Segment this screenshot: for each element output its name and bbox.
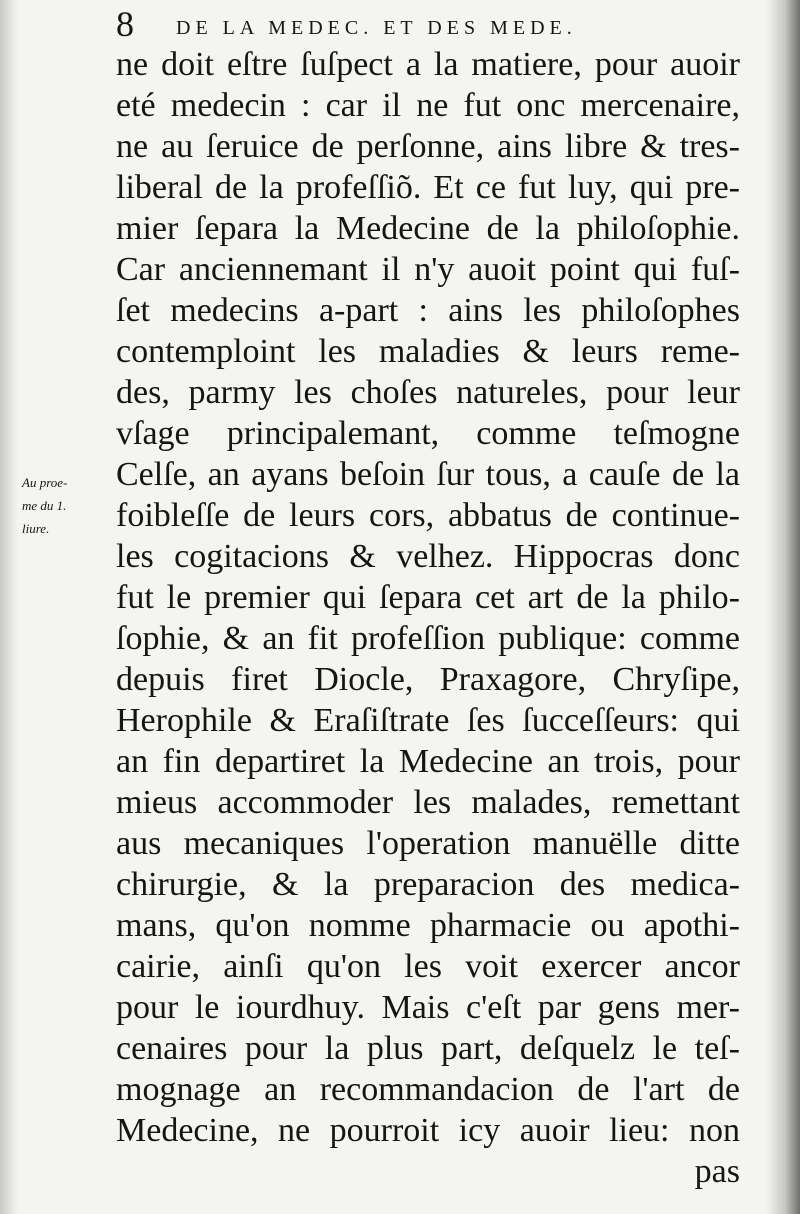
text-line: pour le iourdhuy. Mais c'eſt par gens mer- bbox=[116, 989, 740, 1026]
text-line: chirurgie, & la preparacion des medica- bbox=[116, 866, 740, 903]
text-line: aus mecaniques l'operation manuëlle ditte bbox=[116, 825, 740, 862]
text-line: ne doit eſtre ſuſpect a la matiere, pour auoir bbox=[116, 46, 740, 83]
text-line: ſet medecins a-part : ains les philoſophes bbox=[116, 292, 740, 329]
text-line: cairie, ainſi qu'on les voit exercer ancor bbox=[116, 948, 740, 985]
text-line: fut le premier qui ſepara cet art de la philo- bbox=[116, 579, 740, 616]
text-line: mier ſepara la Medecine de la philoſophie. bbox=[116, 210, 740, 247]
text-line: ſophie, & an fit profeſſion publique: comme bbox=[116, 620, 740, 657]
text-line: cenaires pour la plus part, deſquelz le teſ- bbox=[116, 1030, 740, 1067]
text-line: les cogitacions & velhez. Hippocras donc bbox=[116, 538, 740, 575]
body-text bbox=[116, 44, 740, 1192]
text-line: Car anciennemant il n'y auoit point qui fuſ- bbox=[116, 251, 740, 288]
text-line: depuis firet Diocle, Praxagore, Chryſipe, bbox=[116, 661, 740, 698]
text-line: mognage an recommandacion de l'art de bbox=[116, 1071, 740, 1108]
text-line: Herophile & Eraſiſtrate ſes ſucceſſeurs: qui bbox=[116, 702, 740, 739]
text-line: liberal de la profeſſiõ. Et ce fut luy, qui pre- bbox=[116, 169, 740, 206]
text-line: Celſe, an ayans beſoin ſur tous, a cauſe de la bbox=[116, 456, 740, 493]
text-line: an fin departiret la Medecine an trois, pour bbox=[116, 743, 740, 780]
text-line: vſage principalemant, comme teſmogne bbox=[116, 415, 740, 452]
text-line: Medecine, ne pourroit icy auoir lieu: non bbox=[116, 1112, 740, 1149]
text-line: mans, qu'on nomme pharmacie ou apothi- bbox=[116, 907, 740, 944]
margin-note-line: liure. bbox=[22, 521, 50, 536]
text-line: eté medecin : car il ne fut onc mercenaire, bbox=[116, 87, 740, 124]
margin-note bbox=[22, 471, 112, 540]
running-title: DE LA MEDEC. ET DES MEDE. bbox=[176, 17, 577, 39]
text-line: ne au ſeruice de perſonne, ains libre & tres- bbox=[116, 128, 740, 165]
text-line: foibleſſe de leurs cors, abbatus de continue- bbox=[116, 497, 740, 534]
margin-note-line: Au proe- bbox=[22, 475, 68, 490]
page-number: 8 bbox=[116, 4, 134, 44]
catchword: pas bbox=[694, 1153, 740, 1190]
text-line: des, parmy les choſes natureles, pour leur bbox=[116, 374, 740, 411]
text-line: contemploint les maladies & leurs reme- bbox=[116, 333, 740, 370]
text-line: mieus accommoder les malades, remettant bbox=[116, 784, 740, 821]
margin-note-line: me du 1. bbox=[22, 498, 67, 513]
running-head bbox=[116, 4, 736, 46]
